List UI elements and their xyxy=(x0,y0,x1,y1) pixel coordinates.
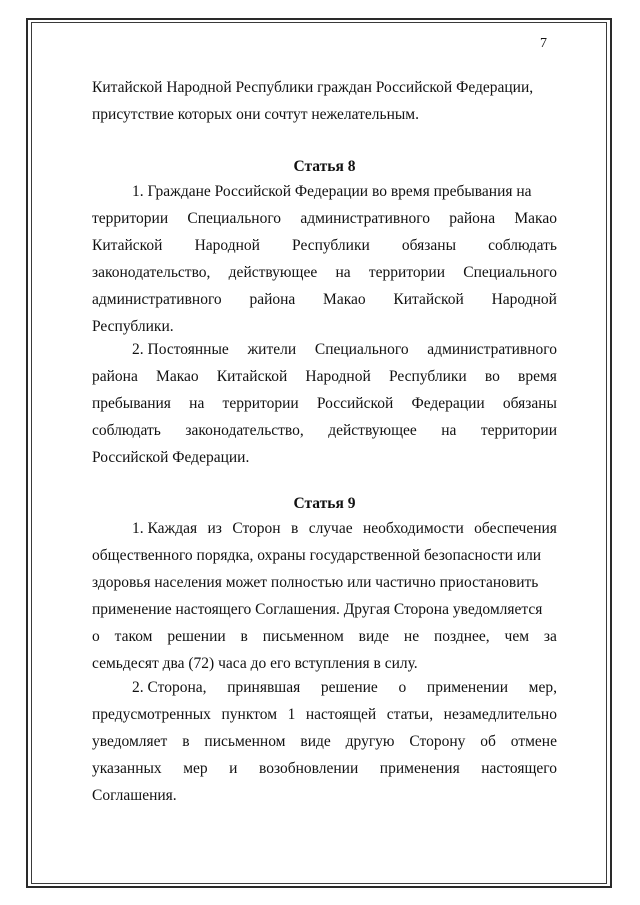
word: на xyxy=(441,422,457,439)
word: мер xyxy=(183,760,208,777)
paragraph-line xyxy=(92,363,557,390)
word: указанных xyxy=(92,760,162,777)
paragraph-line xyxy=(92,444,557,471)
word: незамедлительно xyxy=(443,706,557,723)
word: решение xyxy=(320,679,378,696)
word: таком xyxy=(114,628,153,645)
paragraph-line xyxy=(92,515,557,542)
intro-paragraph xyxy=(92,74,557,128)
word: Макао xyxy=(156,368,199,385)
word: действующее xyxy=(228,264,318,281)
word: об xyxy=(480,733,496,750)
paragraph-line xyxy=(92,336,557,363)
word: Макао xyxy=(323,291,366,308)
word: статьи, xyxy=(386,706,434,723)
word: мер, xyxy=(528,679,557,696)
article-9-paragraph-2 xyxy=(92,674,557,809)
paragraph-line xyxy=(92,623,557,650)
word: не xyxy=(403,628,420,645)
word: пребывания xyxy=(92,395,171,412)
word: применении xyxy=(426,679,508,696)
word: обеспечения xyxy=(474,520,557,537)
word: настоящей xyxy=(305,706,377,723)
word: 2. Сторона, xyxy=(132,679,207,696)
paragraph-line xyxy=(92,286,557,313)
word: Китайской xyxy=(92,237,163,254)
word: предусмотренных xyxy=(92,706,211,723)
paragraph-line xyxy=(92,755,557,782)
word: действующее xyxy=(328,422,417,439)
intro-line: присутствие которых они сочтут нежелательным. xyxy=(92,106,419,123)
word: административного xyxy=(92,291,222,308)
word: Специального xyxy=(463,264,557,281)
paragraph-line xyxy=(92,596,557,623)
word: обязаны xyxy=(502,395,557,412)
paragraph-line xyxy=(92,232,557,259)
word: и xyxy=(229,760,238,777)
word: Китайской xyxy=(393,291,464,308)
word: во xyxy=(484,368,500,385)
paragraph-line xyxy=(92,701,557,728)
article-9-paragraph-1 xyxy=(92,515,557,677)
word: общественного порядка, охраны государственной безопасности или xyxy=(92,547,542,564)
word: время xyxy=(518,368,557,385)
word: отмене xyxy=(510,733,557,750)
word: Сторону xyxy=(409,733,466,750)
intro-line: Китайской Народной Республики граждан Российской Федерации, xyxy=(92,79,534,96)
paragraph-line xyxy=(92,569,557,596)
article-8-paragraph-2 xyxy=(92,336,557,471)
word: пунктом xyxy=(221,706,277,723)
word: территории xyxy=(480,422,557,439)
word: случае xyxy=(308,520,353,537)
word: соблюдать xyxy=(92,422,161,439)
word: законодательство, xyxy=(92,264,211,281)
word: в xyxy=(240,628,248,645)
word: на xyxy=(189,395,205,412)
word: в xyxy=(290,520,299,537)
word: района xyxy=(92,368,138,385)
paragraph-line xyxy=(92,674,557,701)
article-9-heading: Статья 9 xyxy=(293,495,356,512)
word: семьдесят два (72) часа до его вступления в силу. xyxy=(92,655,418,672)
word: территории xyxy=(222,395,299,412)
word: о xyxy=(92,628,100,645)
paragraph-line xyxy=(92,728,557,755)
word: Китайской xyxy=(216,368,288,385)
word: 1 xyxy=(287,706,296,723)
word: настоящего xyxy=(481,760,557,777)
word: необходимости xyxy=(363,520,464,537)
word: административного xyxy=(427,341,557,358)
paragraph-line xyxy=(92,205,557,232)
word: виде xyxy=(300,733,331,750)
word: позднее, xyxy=(433,628,490,645)
paragraph-line xyxy=(92,259,557,286)
word: за xyxy=(543,628,557,645)
paragraph-line xyxy=(92,390,557,417)
word: Республики xyxy=(292,237,370,254)
word: применение настоящего Соглашения. Другая Сторона уведомляется xyxy=(92,601,543,618)
paragraph-line xyxy=(92,650,557,677)
word: Российской xyxy=(316,395,394,412)
word: Народной xyxy=(305,368,371,385)
word: обязаны xyxy=(401,237,456,254)
word: чем xyxy=(504,628,530,645)
word: законодательство, xyxy=(185,422,304,439)
word: Специального xyxy=(314,341,409,358)
word: принявшая xyxy=(227,679,301,696)
word: возобновлении xyxy=(258,760,359,777)
word: письменном xyxy=(262,628,344,645)
word: Макао xyxy=(514,210,557,227)
word: применения xyxy=(379,760,460,777)
word: Республики xyxy=(388,368,467,385)
word: 1. Граждане Российской Федерации во время пребывания на xyxy=(132,183,532,200)
word: административного xyxy=(300,210,430,227)
word: Федерации xyxy=(411,395,485,412)
word: Народной xyxy=(491,291,557,308)
word: решении xyxy=(167,628,226,645)
word: района xyxy=(449,210,496,227)
word: Соглашения. xyxy=(92,787,177,804)
page-number: 7 xyxy=(540,36,547,51)
word: Российской Федерации. xyxy=(92,449,250,466)
article-8-paragraph-1 xyxy=(92,178,557,340)
word: на xyxy=(335,264,351,281)
paragraph-line xyxy=(92,782,557,809)
word: Специального xyxy=(187,210,282,227)
word: территории xyxy=(368,264,445,281)
word: из xyxy=(207,520,222,537)
word: Республики. xyxy=(92,318,174,335)
paragraph-line xyxy=(92,417,557,444)
word: Сторон xyxy=(232,520,281,537)
word: территории xyxy=(92,210,169,227)
article-8-heading: Статья 8 xyxy=(293,158,356,175)
word: уведомляет xyxy=(92,733,168,750)
word: виде xyxy=(358,628,390,645)
word: о xyxy=(398,679,407,696)
word: жители xyxy=(247,341,297,358)
word: здоровья населения может полностью или частично приостановить xyxy=(92,574,539,591)
paragraph-line xyxy=(92,178,557,205)
word: Народной xyxy=(194,237,260,254)
word: соблюдать xyxy=(488,237,557,254)
paragraph-line xyxy=(92,542,557,569)
word: письменном xyxy=(204,733,286,750)
word: 1. Каждая xyxy=(132,520,198,537)
word: в xyxy=(182,733,190,750)
word: района xyxy=(249,291,296,308)
word: другую xyxy=(345,733,395,750)
word: 2. Постоянные xyxy=(132,341,229,358)
